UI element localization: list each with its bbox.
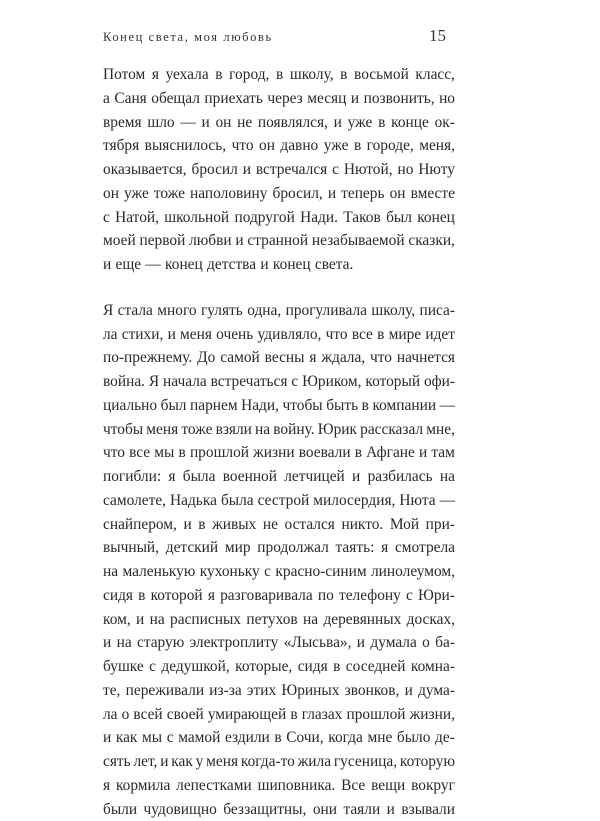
text-line: сять лет, и как у меня когда-то жила гусеница, которую <box>103 750 455 774</box>
text-line: ла стихи, и меня очень удивляло, что все в мире идет <box>103 323 455 347</box>
text-line: и на старую электроплиту «Лысьва», и думала о ба- <box>103 631 455 655</box>
text-line: были чудовищно беззащитны, они таяли и взывали <box>103 798 455 821</box>
text-line: тября выяснилось, что он давно уже в городе, меня, <box>103 134 455 158</box>
text-line: с Натой, школьной подругой Нади. Таков был конец <box>103 206 455 230</box>
paragraph <box>103 299 455 821</box>
text-line: вычный, детский мир продолжал таять: я смотрела <box>103 536 455 560</box>
text-line: по-прежнему. До самой весны я ждала, что начнется <box>103 346 455 370</box>
body-text <box>103 63 455 821</box>
paragraph-gap <box>103 277 455 299</box>
text-line: я кормила лепестками шиповника. Все вещи вокруг <box>103 774 455 798</box>
text-line: война. Я начала встречаться с Юриком, который офи- <box>103 370 455 394</box>
page-number: 15 <box>429 26 446 46</box>
text-line: он уже тоже наполовину бросил, и теперь он вместе <box>103 182 455 206</box>
running-head-title: Конец света, моя любовь <box>103 30 273 45</box>
text-line: время шло — и он не появлялся, и уже в конце ок- <box>103 111 455 135</box>
text-line: моей первой любви и странной незабываемой сказки, <box>103 229 455 253</box>
text-line: на маленькую кухоньку с красно-синим линолеумом, <box>103 560 455 584</box>
text-line: Я стала много гулять одна, прогуливала школу, писа- <box>103 299 455 323</box>
text-line: те, переживали из-за этих Юриных звонков, и дума- <box>103 679 455 703</box>
text-line: погибли: я была военной летчицей и разбилась на <box>103 465 455 489</box>
text-line: циально был парнем Нади, чтобы быть в компании — <box>103 394 455 418</box>
text-line: сидя в которой я разговаривала по телефону с Юри- <box>103 584 455 608</box>
text-line: и как мы с мамой ездили в Сочи, когда мне было де- <box>103 726 455 750</box>
paragraph <box>103 63 455 277</box>
text-line: и еще — конец детства и конец света. <box>103 253 455 277</box>
text-line: бушке с дедушкой, которые, сидя в соседней комна- <box>103 655 455 679</box>
text-line: чтобы меня тоже взяли на войну. Юрик рассказал мне, <box>103 418 455 442</box>
text-line: оказывается, бросил и встречался с Нютой, но Нюту <box>103 158 455 182</box>
text-line: ком, и на расписных петухов на деревянных досках, <box>103 608 455 632</box>
text-line: что все мы в прошлой жизни воевали в Афгане и там <box>103 441 455 465</box>
text-line: снайпером, и в живых не остался никто. Мой при- <box>103 513 455 537</box>
text-line: Потом я уехала в город, в школу, в восьмой класс, <box>103 63 455 87</box>
text-line: ла о всей своей умирающей в глазах прошлой жизни, <box>103 703 455 727</box>
text-line: а Саня обещал приехать через месяц и позвонить, но <box>103 87 455 111</box>
text-line: самолете, Надька была сестрой милосердия, Нюта — <box>103 489 455 513</box>
